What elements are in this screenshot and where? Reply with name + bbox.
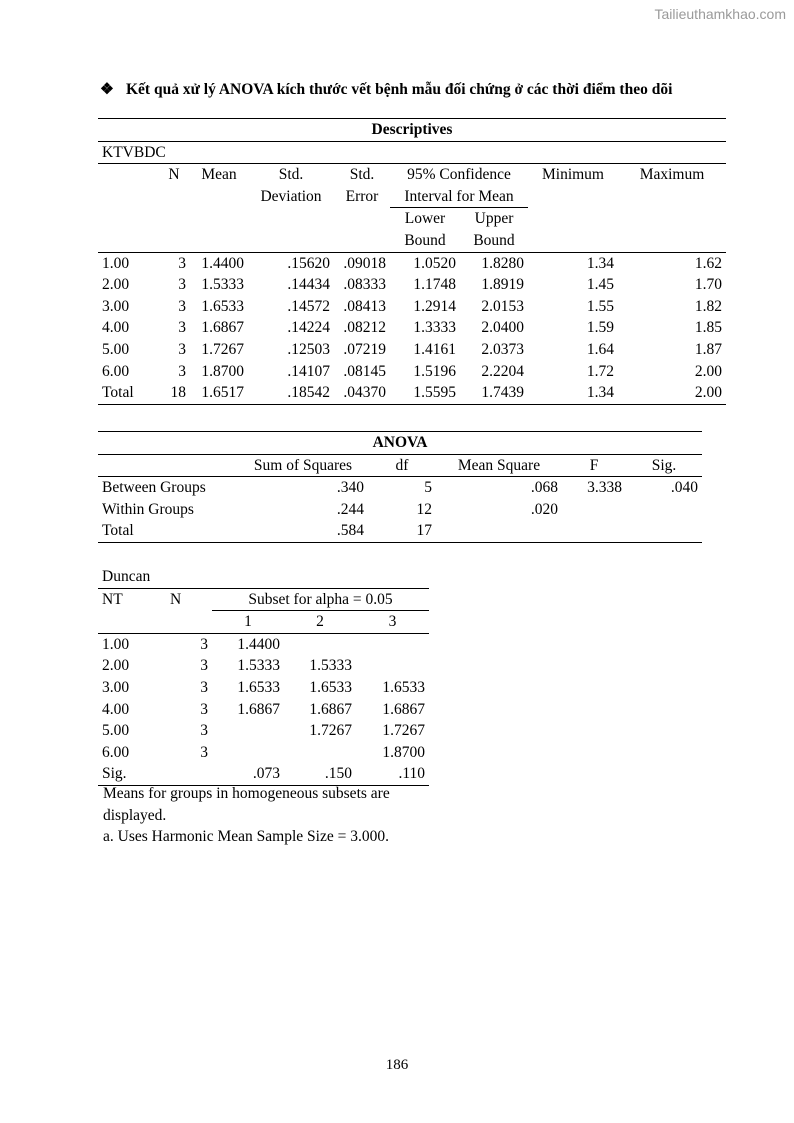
descriptives-row bbox=[98, 252, 726, 274]
header-ss: Sum of Squares bbox=[238, 454, 368, 477]
header-ci: 95% Confidence bbox=[407, 166, 511, 184]
minimum-value: 1.72 bbox=[586, 362, 614, 380]
subset-3-value: 1.8700 bbox=[382, 743, 425, 761]
lower-bound-value: 1.5196 bbox=[413, 362, 456, 380]
nt-label: 5.00 bbox=[102, 722, 130, 740]
subset-1-value bbox=[212, 720, 284, 742]
mean-value: 1.7267 bbox=[201, 340, 244, 358]
watermark: Tailieuthamkhao.com bbox=[654, 6, 786, 22]
header-subset-3: 3 bbox=[356, 611, 429, 634]
descriptives-title-row bbox=[98, 119, 726, 142]
duncan-header-row-2 bbox=[98, 611, 429, 634]
page-number: 186 bbox=[385, 1057, 409, 1073]
descriptives-title: Descriptives bbox=[98, 119, 726, 142]
n-value: 3 bbox=[178, 319, 186, 337]
header-minimum: Minimum bbox=[541, 166, 604, 184]
subset-2-value bbox=[284, 633, 356, 655]
maximum-value: 1.70 bbox=[694, 276, 722, 294]
header-ci-2: Interval for Mean bbox=[390, 186, 528, 208]
upper-bound-value: 2.0400 bbox=[481, 319, 524, 337]
df-value: 12 bbox=[416, 500, 432, 518]
subset-3-value bbox=[356, 655, 429, 677]
duncan-table bbox=[98, 566, 429, 786]
header-lower-2: Bound bbox=[390, 230, 460, 252]
duncan-footnote-2: a. Uses Harmonic Mean Sample Size = 3.000. bbox=[103, 828, 389, 845]
anova-table bbox=[98, 431, 702, 543]
duncan-n-value: 3 bbox=[200, 700, 208, 718]
lower-bound-value: 1.3333 bbox=[413, 319, 456, 337]
descriptives-row bbox=[98, 339, 726, 361]
subset-2-value: 1.6533 bbox=[309, 678, 352, 696]
descriptives-header-row-2 bbox=[98, 186, 726, 208]
maximum-value: 1.62 bbox=[694, 254, 722, 272]
duncan-row bbox=[98, 699, 429, 721]
header-std-err-2: Error bbox=[345, 187, 379, 205]
minimum-value: 1.34 bbox=[586, 254, 614, 272]
ss-value: .244 bbox=[336, 500, 364, 518]
group-label: 3.00 bbox=[102, 297, 130, 315]
n-value: 3 bbox=[178, 362, 186, 380]
group-label: 5.00 bbox=[102, 340, 130, 358]
descriptives-body bbox=[98, 252, 726, 404]
se-value: .08212 bbox=[343, 319, 386, 337]
duncan-row bbox=[98, 720, 429, 742]
ss-value: .340 bbox=[336, 479, 364, 497]
sd-value: .14434 bbox=[287, 276, 330, 294]
header-upper-2: Bound bbox=[460, 230, 528, 252]
subset-1-value: 1.4400 bbox=[237, 635, 280, 653]
sig-label: Sig. bbox=[98, 763, 166, 785]
lower-bound-value: 1.4161 bbox=[413, 340, 456, 358]
duncan-n-value: 3 bbox=[200, 657, 208, 675]
duncan-row bbox=[98, 677, 429, 699]
subset-1-value: 1.5333 bbox=[237, 657, 280, 675]
group-label: 2.00 bbox=[102, 276, 130, 294]
mean-value: 1.6533 bbox=[201, 297, 244, 315]
n-value: 18 bbox=[158, 382, 190, 404]
header-duncan-n: N bbox=[170, 590, 182, 608]
subset-3-value: 1.7267 bbox=[382, 722, 425, 740]
header-mean: Mean bbox=[201, 166, 237, 184]
subset-2-value: 1.7267 bbox=[309, 722, 352, 740]
header-subset: Subset for alpha = 0.05 bbox=[212, 588, 429, 611]
nt-label: 1.00 bbox=[102, 635, 130, 653]
lower-bound-value: 1.2914 bbox=[413, 297, 456, 315]
minimum-value: 1.45 bbox=[586, 276, 614, 294]
duncan-n-value: 3 bbox=[200, 635, 208, 653]
descriptives-variable-row bbox=[98, 141, 726, 164]
mean-value: 1.8700 bbox=[201, 362, 244, 380]
descriptives-header-row-3 bbox=[98, 208, 726, 230]
header-ms: Mean Square bbox=[436, 454, 562, 477]
subset-2-value: 1.6867 bbox=[309, 700, 352, 718]
anova-body bbox=[98, 477, 702, 543]
maximum-value: 2.00 bbox=[694, 362, 722, 380]
ms-value bbox=[436, 520, 562, 542]
header-subset-1: 1 bbox=[212, 611, 284, 634]
variable-name: KTVBDC bbox=[98, 141, 726, 164]
n-value: 3 bbox=[178, 276, 186, 294]
subset-1-value: 1.6533 bbox=[237, 678, 280, 696]
duncan-row bbox=[98, 742, 429, 764]
minimum-value: 1.34 bbox=[528, 382, 618, 404]
descriptives-header-row-1 bbox=[98, 164, 726, 186]
lower-bound-value: 1.0520 bbox=[413, 254, 456, 272]
source-label: Within Groups bbox=[102, 500, 194, 518]
nt-label: 2.00 bbox=[102, 657, 130, 675]
upper-bound-value: 2.0373 bbox=[481, 340, 524, 358]
lower-bound-value: 1.1748 bbox=[413, 276, 456, 294]
maximum-value: 1.85 bbox=[694, 319, 722, 337]
duncan-title: Duncan bbox=[98, 566, 429, 588]
sd-value: .14572 bbox=[287, 297, 330, 315]
sig-subset-3: .110 bbox=[356, 763, 429, 785]
subset-1-value: 1.6867 bbox=[237, 700, 280, 718]
ms-value: .068 bbox=[530, 479, 558, 497]
header-std-dev: Std. bbox=[278, 166, 304, 184]
duncan-n-value: 3 bbox=[200, 722, 208, 740]
heading-text: Kết quả xử lý ANOVA kích thước vết bệnh mẫu đối chứng ở các thời điểm theo dõi bbox=[126, 81, 673, 98]
minimum-value: 1.55 bbox=[586, 297, 614, 315]
minimum-value: 1.64 bbox=[586, 340, 614, 358]
sd-value: .18542 bbox=[248, 382, 334, 404]
anova-title-row bbox=[98, 432, 702, 455]
header-n: N bbox=[168, 166, 180, 184]
header-f: F bbox=[562, 454, 626, 477]
duncan-row bbox=[98, 633, 429, 655]
section-heading bbox=[100, 80, 672, 99]
subset-1-value bbox=[212, 742, 284, 764]
sig-value: .040 bbox=[670, 479, 698, 497]
df-value: 17 bbox=[368, 520, 436, 542]
duncan-footnote-1: Means for groups in homogeneous subsets are displayed. bbox=[103, 785, 390, 824]
maximum-value: 1.87 bbox=[694, 340, 722, 358]
sd-value: .14107 bbox=[287, 362, 330, 380]
duncan-header-row-1 bbox=[98, 588, 429, 611]
maximum-value: 2.00 bbox=[618, 382, 726, 404]
se-value: .04370 bbox=[334, 382, 390, 404]
duncan-title-row bbox=[98, 566, 429, 588]
duncan-n-value: 3 bbox=[200, 678, 208, 696]
anova-title: ANOVA bbox=[98, 432, 702, 455]
sig-value bbox=[626, 520, 702, 542]
header-maximum: Maximum bbox=[639, 166, 705, 184]
group-label: 6.00 bbox=[102, 362, 130, 380]
sig-subset-2: .150 bbox=[284, 763, 356, 785]
minimum-value: 1.59 bbox=[586, 319, 614, 337]
subset-2-value: 1.5333 bbox=[309, 657, 352, 675]
header-std-err: Std. bbox=[349, 166, 375, 184]
nt-label: 6.00 bbox=[102, 743, 130, 761]
duncan-row bbox=[98, 655, 429, 677]
duncan-body bbox=[98, 633, 429, 763]
descriptives-table bbox=[98, 118, 726, 405]
mean-value: 1.5333 bbox=[201, 276, 244, 294]
upper-bound-value: 1.7439 bbox=[460, 382, 528, 404]
se-value: .08413 bbox=[343, 297, 386, 315]
df-value: 5 bbox=[424, 479, 432, 497]
header-nt: NT bbox=[102, 590, 123, 608]
subset-3-value: 1.6867 bbox=[382, 700, 425, 718]
descriptives-row bbox=[98, 317, 726, 339]
descriptives-row bbox=[98, 382, 726, 404]
f-value bbox=[562, 520, 626, 542]
upper-bound-value: 1.8919 bbox=[481, 276, 524, 294]
header-df: df bbox=[368, 454, 436, 477]
se-value: .07219 bbox=[343, 340, 386, 358]
sig-subset-1: .073 bbox=[212, 763, 284, 785]
header-lower: Lower bbox=[404, 210, 446, 228]
anova-row bbox=[98, 499, 702, 521]
source-label: Between Groups bbox=[102, 479, 206, 497]
n-value: 3 bbox=[178, 297, 186, 315]
ms-value: .020 bbox=[530, 500, 558, 518]
upper-bound-value: 2.0153 bbox=[481, 297, 524, 315]
subset-3-value: 1.6533 bbox=[382, 678, 425, 696]
header-subset-2: 2 bbox=[284, 611, 356, 634]
sd-value: .14224 bbox=[287, 319, 330, 337]
f-value: 3.338 bbox=[587, 479, 622, 497]
group-label: Total bbox=[98, 382, 158, 404]
diamond-bullet-icon: ❖ bbox=[100, 81, 114, 98]
upper-bound-value: 2.2204 bbox=[481, 362, 524, 380]
header-std-dev-2: Deviation bbox=[260, 187, 322, 205]
descriptives-header-row-4 bbox=[98, 230, 726, 252]
se-value: .08145 bbox=[343, 362, 386, 380]
descriptives-row bbox=[98, 296, 726, 318]
sig-value bbox=[626, 499, 702, 521]
anova-header-row bbox=[98, 454, 702, 477]
subset-2-value bbox=[284, 742, 356, 764]
header-upper: Upper bbox=[474, 210, 514, 228]
mean-value: 1.6517 bbox=[190, 382, 248, 404]
source-label: Total bbox=[98, 520, 238, 542]
f-value bbox=[562, 499, 626, 521]
descriptives-row bbox=[98, 274, 726, 296]
anova-row bbox=[98, 477, 702, 499]
header-sig: Sig. bbox=[626, 454, 702, 477]
duncan-n-value: 3 bbox=[200, 743, 208, 761]
mean-value: 1.6867 bbox=[201, 319, 244, 337]
mean-value: 1.4400 bbox=[201, 254, 244, 272]
sd-value: .15620 bbox=[287, 254, 330, 272]
ss-value: .584 bbox=[238, 520, 368, 542]
sd-value: .12503 bbox=[287, 340, 330, 358]
n-value: 3 bbox=[178, 340, 186, 358]
n-value: 3 bbox=[178, 254, 186, 272]
se-value: .08333 bbox=[343, 276, 386, 294]
subset-3-value bbox=[356, 633, 429, 655]
maximum-value: 1.82 bbox=[694, 297, 722, 315]
lower-bound-value: 1.5595 bbox=[390, 382, 460, 404]
group-label: 4.00 bbox=[102, 319, 130, 337]
se-value: .09018 bbox=[343, 254, 386, 272]
nt-label: 4.00 bbox=[102, 700, 130, 718]
anova-row bbox=[98, 520, 702, 542]
nt-label: 3.00 bbox=[102, 678, 130, 696]
upper-bound-value: 1.8280 bbox=[481, 254, 524, 272]
descriptives-row bbox=[98, 361, 726, 383]
group-label: 1.00 bbox=[102, 254, 130, 272]
